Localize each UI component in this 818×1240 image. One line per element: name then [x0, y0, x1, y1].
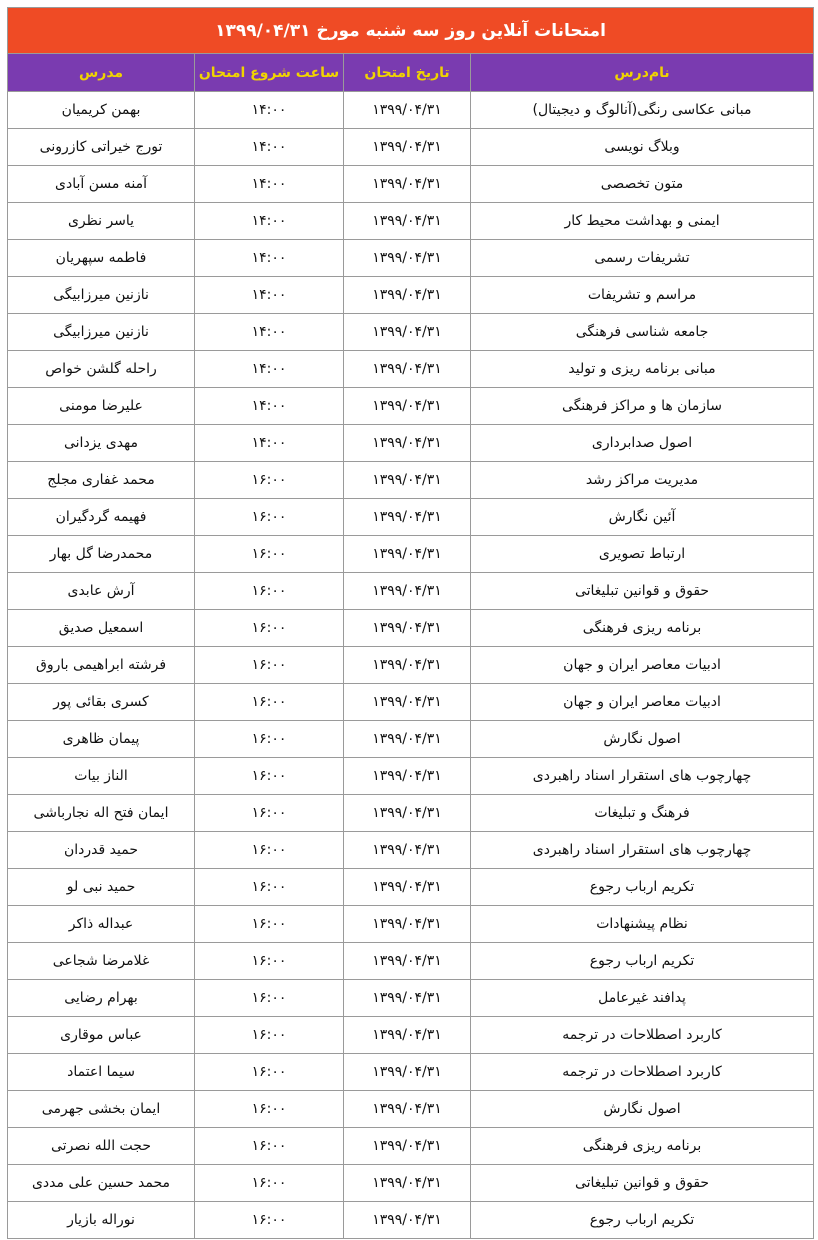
table-row	[8, 166, 814, 203]
date-cell[interactable]: ۱۳۹۹/۰۴/۳۱	[344, 499, 471, 536]
time-cell[interactable]: ۱۶:۰۰	[195, 1091, 344, 1128]
table-row	[8, 832, 814, 869]
table-row	[8, 240, 814, 277]
teacher-cell[interactable]: یاسر نظری	[8, 203, 195, 240]
time-cell[interactable]: ۱۴:۰۰	[195, 388, 344, 425]
time-cell[interactable]: ۱۴:۰۰	[195, 92, 344, 129]
time-cell[interactable]: ۱۴:۰۰	[195, 314, 344, 351]
table-body	[8, 92, 814, 1239]
course-cell[interactable]: اصول نگارش	[471, 721, 814, 758]
teacher-cell[interactable]: محمد حسین علی مددی	[8, 1165, 195, 1202]
time-cell[interactable]: ۱۶:۰۰	[195, 869, 344, 906]
teacher-cell[interactable]: بهمن کریمیان	[8, 92, 195, 129]
teacher-cell[interactable]: آرش عابدی	[8, 573, 195, 610]
date-cell[interactable]: ۱۳۹۹/۰۴/۳۱	[344, 129, 471, 166]
course-cell[interactable]: اصول نگارش	[471, 1091, 814, 1128]
date-cell[interactable]: ۱۳۹۹/۰۴/۳۱	[344, 351, 471, 388]
course-cell[interactable]: مبانی برنامه ریزی و تولید	[471, 351, 814, 388]
date-cell[interactable]: ۱۳۹۹/۰۴/۳۱	[344, 166, 471, 203]
table-row	[8, 1165, 814, 1202]
table-row	[8, 388, 814, 425]
table-row	[8, 795, 814, 832]
time-cell[interactable]: ۱۶:۰۰	[195, 536, 344, 573]
course-cell[interactable]: نظام پیشنهادات	[471, 906, 814, 943]
teacher-cell[interactable]: نازنین میرزابیگی	[8, 314, 195, 351]
time-cell[interactable]: ۱۶:۰۰	[195, 610, 344, 647]
course-cell[interactable]: ایمنی و بهداشت محیط کار	[471, 203, 814, 240]
table-row	[8, 314, 814, 351]
table-row	[8, 351, 814, 388]
table-row	[8, 980, 814, 1017]
course-cell[interactable]: تکریم ارباب رجوع	[471, 869, 814, 906]
course-cell[interactable]: ادبیات معاصر ایران و جهان	[471, 647, 814, 684]
table-title: امتحانات آنلاین روز سه شنبه مورخ ۱۳۹۹/۰۴/۳۱	[8, 8, 814, 54]
column-header-course: نام‌درس	[471, 54, 814, 92]
table-row	[8, 721, 814, 758]
time-cell[interactable]: ۱۴:۰۰	[195, 203, 344, 240]
header-row	[8, 54, 814, 92]
time-cell[interactable]: ۱۶:۰۰	[195, 573, 344, 610]
time-cell[interactable]: ۱۶:۰۰	[195, 943, 344, 980]
course-cell[interactable]: تکریم ارباب رجوع	[471, 943, 814, 980]
time-cell[interactable]: ۱۶:۰۰	[195, 684, 344, 721]
time-cell[interactable]: ۱۴:۰۰	[195, 425, 344, 462]
course-cell[interactable]: کاربرد اصطلاحات در ترجمه	[471, 1054, 814, 1091]
table-row	[8, 536, 814, 573]
course-cell[interactable]: فرهنگ و تبلیغات	[471, 795, 814, 832]
column-header-date: تاریخ امتحان	[344, 54, 471, 92]
teacher-cell[interactable]: کسری بقائی پور	[8, 684, 195, 721]
table-row	[8, 462, 814, 499]
table-row	[8, 869, 814, 906]
time-cell[interactable]: ۱۶:۰۰	[195, 795, 344, 832]
course-cell[interactable]: اصول صدابرداری	[471, 425, 814, 462]
date-cell[interactable]: ۱۳۹۹/۰۴/۳۱	[344, 388, 471, 425]
table-row	[8, 425, 814, 462]
date-cell[interactable]: ۱۳۹۹/۰۴/۳۱	[344, 536, 471, 573]
teacher-cell[interactable]: ایمان فتح اله نجارباشی	[8, 795, 195, 832]
date-cell[interactable]: ۱۳۹۹/۰۴/۳۱	[344, 1017, 471, 1054]
table-row	[8, 203, 814, 240]
time-cell[interactable]: ۱۶:۰۰	[195, 758, 344, 795]
course-cell[interactable]: چهارچوب های استقرار اسناد راهبردی	[471, 832, 814, 869]
time-cell[interactable]: ۱۶:۰۰	[195, 906, 344, 943]
course-cell[interactable]: متون تخصصی	[471, 166, 814, 203]
course-cell[interactable]: مراسم و تشریفات	[471, 277, 814, 314]
teacher-cell[interactable]: فهیمه گردگیران	[8, 499, 195, 536]
course-cell[interactable]: پدافند غیرعامل	[471, 980, 814, 1017]
course-cell[interactable]: سازمان ها و مراکز فرهنگی	[471, 388, 814, 425]
teacher-cell[interactable]: فرشته ابراهیمی باروق	[8, 647, 195, 684]
date-cell[interactable]: ۱۳۹۹/۰۴/۳۱	[344, 203, 471, 240]
course-cell[interactable]: برنامه ریزی فرهنگی	[471, 610, 814, 647]
teacher-cell[interactable]: محمدرضا گل بهار	[8, 536, 195, 573]
teacher-cell[interactable]: راحله گلشن خواص	[8, 351, 195, 388]
course-cell[interactable]: کاربرد اصطلاحات در ترجمه	[471, 1017, 814, 1054]
teacher-cell[interactable]: محمد غفاری مجلج	[8, 462, 195, 499]
time-cell[interactable]: ۱۴:۰۰	[195, 166, 344, 203]
time-cell[interactable]: ۱۴:۰۰	[195, 351, 344, 388]
title-row	[8, 8, 814, 54]
course-cell[interactable]: چهارچوب های استقرار اسناد راهبردی	[471, 758, 814, 795]
date-cell[interactable]: ۱۳۹۹/۰۴/۳۱	[344, 1054, 471, 1091]
teacher-cell[interactable]: سیما اعتماد	[8, 1054, 195, 1091]
teacher-cell[interactable]: تورج خیراتی کازرونی	[8, 129, 195, 166]
time-cell[interactable]: ۱۶:۰۰	[195, 499, 344, 536]
table-row	[8, 1017, 814, 1054]
time-cell[interactable]: ۱۴:۰۰	[195, 129, 344, 166]
course-cell[interactable]: وبلاگ نویسی	[471, 129, 814, 166]
course-cell[interactable]: مبانی عکاسی رنگی(آنالوگ و دیجیتال)	[471, 92, 814, 129]
time-cell[interactable]: ۱۶:۰۰	[195, 1017, 344, 1054]
date-cell[interactable]: ۱۳۹۹/۰۴/۳۱	[344, 795, 471, 832]
date-cell[interactable]: ۱۳۹۹/۰۴/۳۱	[344, 943, 471, 980]
teacher-cell[interactable]: نازنین میرزابیگی	[8, 277, 195, 314]
date-cell[interactable]: ۱۳۹۹/۰۴/۳۱	[344, 1202, 471, 1239]
course-cell[interactable]: مدیریت مراکز رشد	[471, 462, 814, 499]
date-cell[interactable]: ۱۳۹۹/۰۴/۳۱	[344, 980, 471, 1017]
table-row	[8, 1202, 814, 1239]
course-cell[interactable]: ادبیات معاصر ایران و جهان	[471, 684, 814, 721]
table-row	[8, 499, 814, 536]
date-cell[interactable]: ۱۳۹۹/۰۴/۳۱	[344, 425, 471, 462]
date-cell[interactable]: ۱۳۹۹/۰۴/۳۱	[344, 758, 471, 795]
teacher-cell[interactable]: عباس موقاری	[8, 1017, 195, 1054]
course-cell[interactable]: حقوق و قوانین تبلیغاتی	[471, 573, 814, 610]
teacher-cell[interactable]: حمید قدردان	[8, 832, 195, 869]
date-cell[interactable]: ۱۳۹۹/۰۴/۳۱	[344, 314, 471, 351]
time-cell[interactable]: ۱۶:۰۰	[195, 1202, 344, 1239]
teacher-cell[interactable]: ایمان بخشی جهرمی	[8, 1091, 195, 1128]
course-cell[interactable]: آئین نگارش	[471, 499, 814, 536]
table-row	[8, 277, 814, 314]
table-row	[8, 92, 814, 129]
teacher-cell[interactable]: عبداله ذاکر	[8, 906, 195, 943]
column-header-time: ساعت شروع امتحان	[195, 54, 344, 92]
date-cell[interactable]: ۱۳۹۹/۰۴/۳۱	[344, 610, 471, 647]
table-row	[8, 684, 814, 721]
time-cell[interactable]: ۱۶:۰۰	[195, 462, 344, 499]
time-cell[interactable]: ۱۶:۰۰	[195, 1128, 344, 1165]
teacher-cell[interactable]: علیرضا مومنی	[8, 388, 195, 425]
table-row	[8, 610, 814, 647]
table-row	[8, 1054, 814, 1091]
date-cell[interactable]: ۱۳۹۹/۰۴/۳۱	[344, 240, 471, 277]
date-cell[interactable]: ۱۳۹۹/۰۴/۳۱	[344, 1091, 471, 1128]
time-cell[interactable]: ۱۶:۰۰	[195, 647, 344, 684]
table-row	[8, 1091, 814, 1128]
date-cell[interactable]: ۱۳۹۹/۰۴/۳۱	[344, 462, 471, 499]
table-row	[8, 906, 814, 943]
table-row	[8, 1128, 814, 1165]
course-cell[interactable]: تکریم ارباب رجوع	[471, 1202, 814, 1239]
table-row	[8, 943, 814, 980]
date-cell[interactable]: ۱۳۹۹/۰۴/۳۱	[344, 832, 471, 869]
teacher-cell[interactable]: مهدی یزدانی	[8, 425, 195, 462]
time-cell[interactable]: ۱۶:۰۰	[195, 1165, 344, 1202]
teacher-cell[interactable]: نوراله بازیار	[8, 1202, 195, 1239]
column-header-teacher: مدرس	[8, 54, 195, 92]
course-cell[interactable]: برنامه ریزی فرهنگی	[471, 1128, 814, 1165]
date-cell[interactable]: ۱۳۹۹/۰۴/۳۱	[344, 721, 471, 758]
time-cell[interactable]: ۱۴:۰۰	[195, 240, 344, 277]
teacher-cell[interactable]: حمید نبی لو	[8, 869, 195, 906]
date-cell[interactable]: ۱۳۹۹/۰۴/۳۱	[344, 573, 471, 610]
time-cell[interactable]: ۱۶:۰۰	[195, 721, 344, 758]
teacher-cell[interactable]: حجت الله نصرتی	[8, 1128, 195, 1165]
time-cell[interactable]: ۱۶:۰۰	[195, 832, 344, 869]
table-row	[8, 758, 814, 795]
teacher-cell[interactable]: غلامرضا شجاعی	[8, 943, 195, 980]
teacher-cell[interactable]: فاطمه سپهریان	[8, 240, 195, 277]
course-cell[interactable]: حقوق و قوانین تبلیغاتی	[471, 1165, 814, 1202]
table-row	[8, 573, 814, 610]
teacher-cell[interactable]: پیمان ظاهری	[8, 721, 195, 758]
teacher-cell[interactable]: بهرام رضایی	[8, 980, 195, 1017]
date-cell[interactable]: ۱۳۹۹/۰۴/۳۱	[344, 684, 471, 721]
date-cell[interactable]: ۱۳۹۹/۰۴/۳۱	[344, 277, 471, 314]
time-cell[interactable]: ۱۶:۰۰	[195, 980, 344, 1017]
course-cell[interactable]: ارتباط تصویری	[471, 536, 814, 573]
teacher-cell[interactable]: اسمعیل صدیق	[8, 610, 195, 647]
table-row	[8, 647, 814, 684]
teacher-cell[interactable]: آمنه مسن آبادی	[8, 166, 195, 203]
date-cell[interactable]: ۱۳۹۹/۰۴/۳۱	[344, 1128, 471, 1165]
date-cell[interactable]: ۱۳۹۹/۰۴/۳۱	[344, 906, 471, 943]
table-row	[8, 129, 814, 166]
exam-schedule-table	[7, 7, 814, 1239]
course-cell[interactable]: جامعه شناسی فرهنگی	[471, 314, 814, 351]
time-cell[interactable]: ۱۴:۰۰	[195, 277, 344, 314]
date-cell[interactable]: ۱۳۹۹/۰۴/۳۱	[344, 1165, 471, 1202]
time-cell[interactable]: ۱۶:۰۰	[195, 1054, 344, 1091]
date-cell[interactable]: ۱۳۹۹/۰۴/۳۱	[344, 869, 471, 906]
teacher-cell[interactable]: الناز بیات	[8, 758, 195, 795]
date-cell[interactable]: ۱۳۹۹/۰۴/۳۱	[344, 647, 471, 684]
course-cell[interactable]: تشریفات رسمی	[471, 240, 814, 277]
date-cell[interactable]: ۱۳۹۹/۰۴/۳۱	[344, 92, 471, 129]
